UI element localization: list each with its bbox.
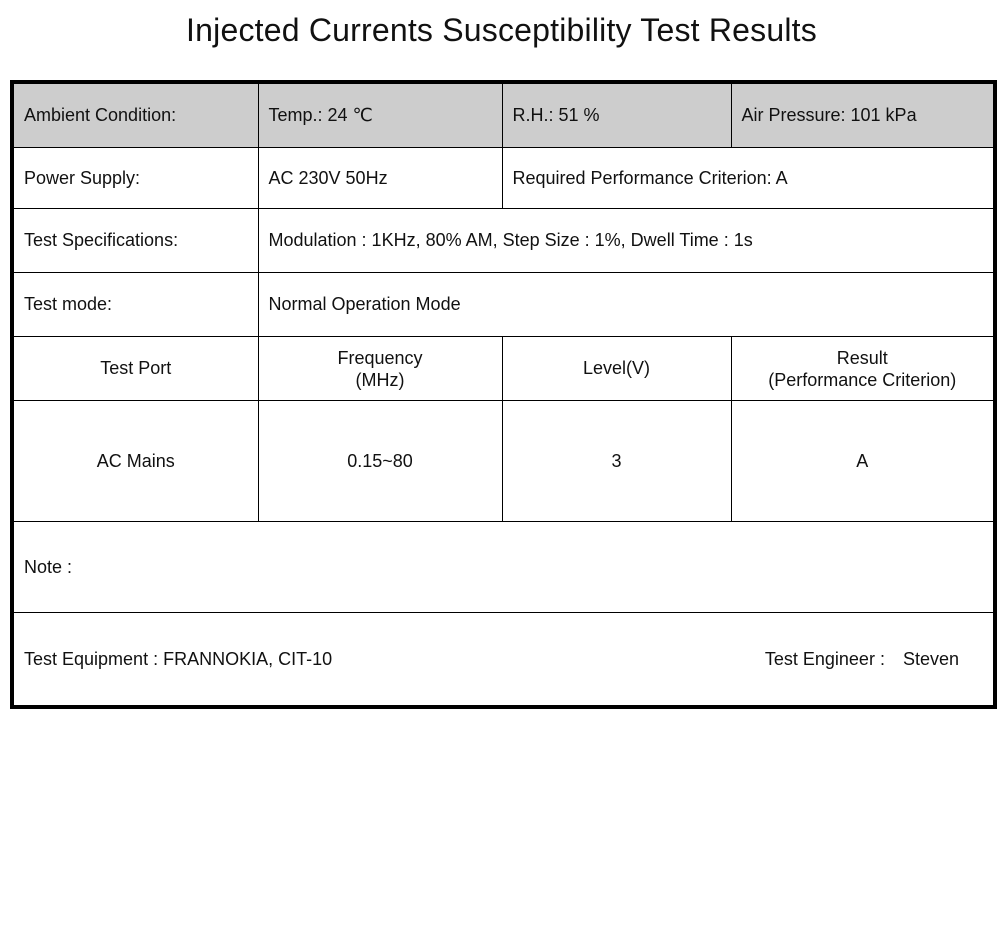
ambient-condition-label: Ambient Condition:: [12, 82, 258, 148]
footer-cell: [12, 613, 995, 708]
test-engineer-name: Steven: [902, 648, 959, 669]
note-label: Note :: [12, 522, 995, 613]
test-mode-row: [12, 273, 995, 337]
result-header-line1: Result: [836, 347, 888, 368]
results-table: [10, 80, 997, 709]
column-header-row: [12, 337, 995, 401]
relative-humidity-value: R.H.: 51 %: [502, 82, 731, 148]
footer-row: [12, 613, 995, 708]
temperature-value: Temp.: 24 ℃: [258, 82, 502, 148]
frequency-header-line2: (MHz): [355, 369, 405, 390]
test-specifications-row: [12, 209, 995, 273]
level-cell: 3: [502, 401, 731, 522]
page-title: Injected Currents Susceptibility Test Results: [186, 12, 817, 48]
test-specifications-value: Modulation : 1KHz, 80% AM, Step Size : 1%, Dwell Time : 1s: [258, 209, 995, 273]
frequency-header: [258, 337, 502, 401]
frequency-header-line1: Frequency: [337, 347, 423, 368]
test-specifications-label: Test Specifications:: [12, 209, 258, 273]
power-supply-row: [12, 148, 995, 209]
result-header: [731, 337, 995, 401]
required-criterion: Required Performance Criterion: A: [502, 148, 995, 209]
note-row: [12, 522, 995, 613]
test-mode-label: Test mode:: [12, 273, 258, 337]
power-supply-value: AC 230V 50Hz: [258, 148, 502, 209]
level-header: Level(V): [502, 337, 731, 401]
test-mode-value: Normal Operation Mode: [258, 273, 995, 337]
result-cell: A: [731, 401, 995, 522]
test-port-header: Test Port: [12, 337, 258, 401]
air-pressure-value: Air Pressure: 101 kPa: [731, 82, 995, 148]
power-supply-label: Power Supply:: [12, 148, 258, 209]
test-port-cell: AC Mains: [12, 401, 258, 522]
test-engineer: [765, 649, 959, 670]
ambient-condition-row: [12, 82, 995, 148]
table-row: [12, 401, 995, 522]
result-header-line2: (Performance Criterion): [768, 369, 957, 390]
test-engineer-label: Test Engineer :: [764, 648, 885, 669]
frequency-cell: 0.15~80: [258, 401, 502, 522]
test-equipment: Test Equipment : FRANNOKIA, CIT-10: [24, 648, 333, 669]
